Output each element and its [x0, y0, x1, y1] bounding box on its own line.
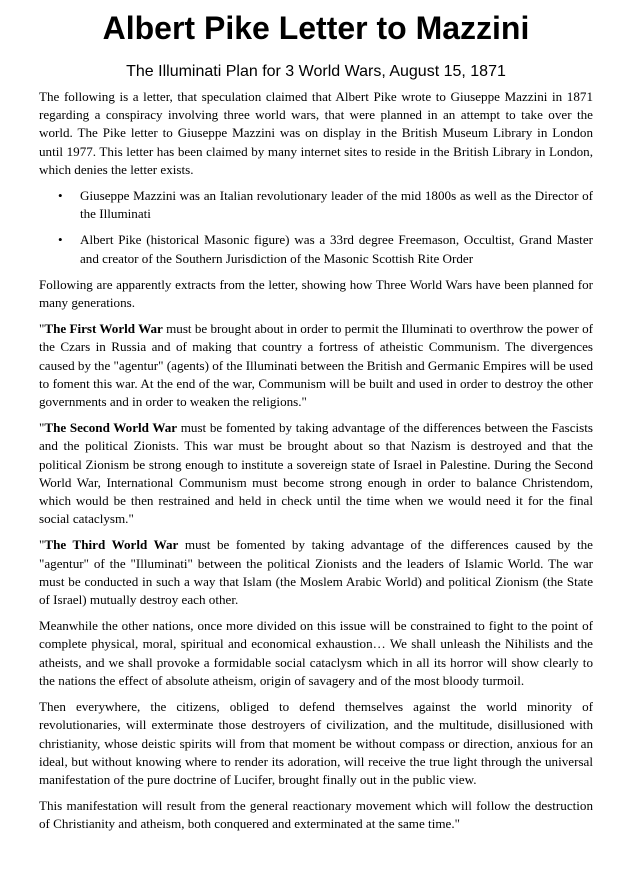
second-war-paragraph: [39, 419, 593, 528]
intro-paragraph: The following is a letter, that speculation claimed that Albert Pike wrote to Giuseppe Mazzini in 1871 regarding a conspiracy involving three world wars, that were planned in an attempt to take over the world. The Pike letter to Giuseppe Mazzini was on display in the British Museum Library in London until 1977. This letter has been claimed by many internet sites to reside in the British Library in London, which denies the letter exists.: [39, 89, 593, 177]
open-quote: ": [39, 420, 45, 436]
list-item-text: Giuseppe Mazzini was an Italian revolutionary leader of the mid 1800s as well as the Director of the Illuminati: [80, 188, 593, 222]
third-war-paragraph: [39, 536, 593, 609]
bullet-icon: •: [58, 232, 63, 248]
first-war-text: must be brought about in order to permit the Illuminati to overthrow the power of the Czars in Russia and of making that country a fortress of atheistic Communism. The divergences caused by the "agentur" (agents) of the Illuminati between the British and Germanic Empires will be used to foment this war. At the end of the war, Communism will be built and used in order to destroy the other governments and in order to weaken the religions.": [39, 321, 594, 410]
third-war-text: must be fomented by taking advantage of the differences caused by the "agentur" of the "Illuminati" between the political Zionists and the leaders of Islamic World. The war must be conducted in such a way that Islam (the Moslem Arabic World) and political Zionism (the State of Israel) mutually destroy each other.: [39, 537, 593, 608]
document-page: [39, 8, 593, 842]
manifestation-paragraph: This manifestation will result from the general reactionary movement which will follow the destruction of Christianity and atheism, both conquered and exterminated at the same time.": [39, 798, 593, 832]
open-quote: ": [39, 321, 45, 337]
page-subtitle: The Illuminati Plan for 3 World Wars, August 15, 1871: [126, 63, 506, 80]
list-item: [39, 231, 593, 267]
bullet-icon: •: [58, 188, 63, 204]
page-title: Albert Pike Letter to Mazzini: [102, 10, 530, 46]
first-war-paragraph: [39, 320, 593, 411]
second-war-text: must be fomented by taking advantage of the differences between the Fascists and the political Zionists. This war must be brought about so that Nazism is destroyed and that the political Zionism be strong enough to institute a sovereign state of Israel in Palestine. During the Second World War, International Communism must become strong enough in order to balance Christendom, which would be then restrained and held in check until the time when we would need it for the final social cataclysm.": [39, 420, 593, 527]
third-war-heading: The Third World War: [44, 537, 179, 553]
meanwhile-paragraph: Meanwhile the other nations, once more divided on this issue will be constrained to fight to the point of complete physical, moral, spiritual and economical exhaustion… We shall unleash the Nihilists and the atheists, and we shall provoke a formidable social cataclysm which in all its horror will show clearly to the nations the effect of absolute atheism, origin of savagery and of the most bloody turmoil.: [39, 618, 593, 688]
list-item-text: Albert Pike (historical Masonic figure) was a 33rd degree Freemason, Occultist, Grand Master and creator of the Southern Jurisdiction of the Masonic Scottish Rite Order: [80, 232, 593, 266]
open-quote: ": [39, 537, 45, 553]
everywhere-paragraph: Then everywhere, the citizens, obliged to defend themselves against the world minority of revolutionaries, will exterminate those destroyers of civilization, and the multitude, disillusioned with christianity, whose deistic spirits will from that moment be without compass or direction, anxious for an ideal, but without knowing where to render its adoration, will receive the true light through the universal manifestation of the pure doctrine of Lucifer, brought finally out in the public view.: [39, 699, 593, 787]
second-war-heading: The Second World War: [44, 420, 178, 436]
following-paragraph: Following are apparently extracts from the letter, showing how Three World Wars have been planned for many generations.: [39, 276, 593, 311]
first-war-heading: The First World War: [44, 321, 163, 337]
list-item: [39, 187, 593, 223]
bullet-list: [39, 187, 593, 268]
